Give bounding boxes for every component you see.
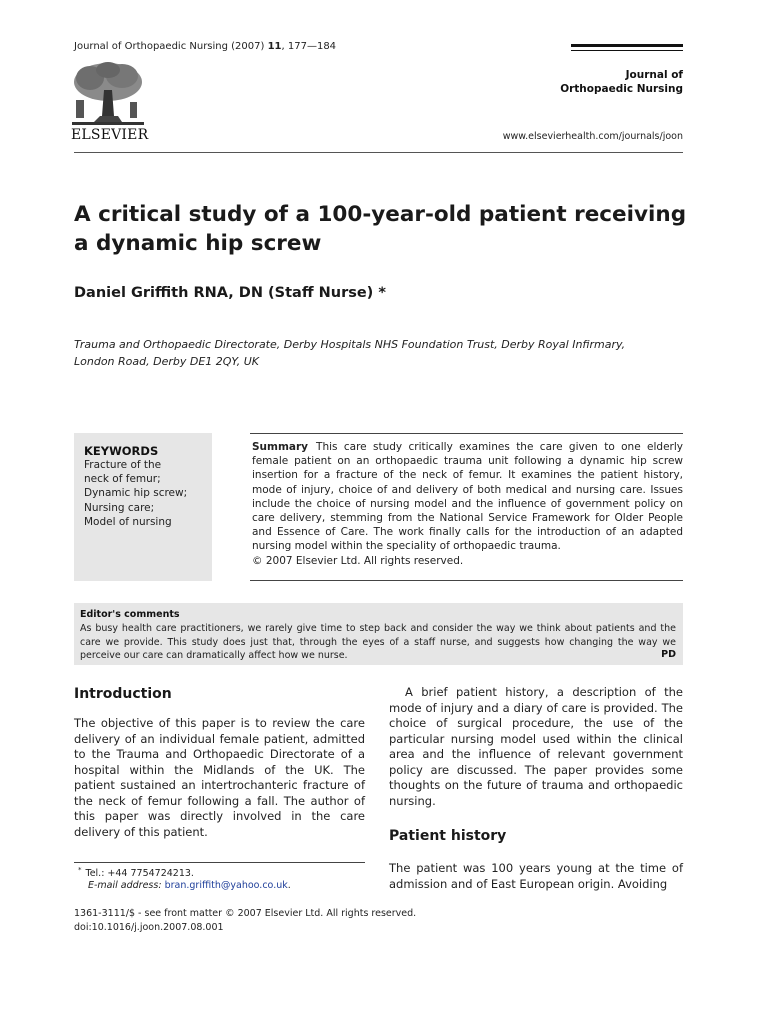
publisher-name: ELSEVIER xyxy=(71,127,149,143)
editor-signature: PD xyxy=(661,649,676,660)
article-title xyxy=(74,200,694,258)
keyword-item: Model of nursing xyxy=(84,515,172,528)
footnote-email-end: . xyxy=(287,880,291,891)
doi[interactable]: doi:10.1016/j.joon.2007.08.001 xyxy=(74,922,224,933)
elsevier-tree-logo xyxy=(70,60,146,126)
footnote-tel xyxy=(78,866,194,879)
keyword-item: Fracture of the xyxy=(84,459,162,471)
editor-comments-text: As busy health care practitioners, we rarely give time to step back and consider the way we think about patients and the care we provide. This study does just that, through the eyes of a staff nurse, and suggests how changing the way we perceive our care can dramatically affect how we nurse. xyxy=(80,623,676,661)
citation-journal: Journal of Orthopaedic Nursing (2007) xyxy=(74,41,268,52)
title-line2: a dynamic hip screw xyxy=(74,231,322,256)
keywords-list xyxy=(84,458,187,529)
affiliation-line2: London Road, Derby DE1 2QY, UK xyxy=(74,355,259,368)
front-matter: 1361-3111/$ - see front matter © 2007 Elsevier Ltd. All rights reserved. xyxy=(74,908,417,919)
header-rule-thin xyxy=(571,50,683,51)
footnote-email-link[interactable]: bran.griffith@yahoo.co.uk xyxy=(164,880,288,891)
journal-url[interactable]: www.elsevierhealth.com/journals/joon xyxy=(502,131,683,142)
keyword-item: Nursing care; xyxy=(84,501,155,514)
footnote-email-label: E-mail address: xyxy=(88,880,162,891)
footnote-tel-text: Tel.: +44 7754724213. xyxy=(85,868,194,880)
journal-name xyxy=(560,68,683,96)
summary-text: This care study critically examines the care given to one elderly female patient on an orthopaedic trauma unit following a dynamic hip screw insertion for a fracture of the neck of femur. It examines the patient history, mode of injury, choice of and delivery of both medical and nursing care. Issues include the choice of nursing model and the influence of government policy on care delivery, stemming from the National Service Framework for Older People and Essence of Care. The work finally calls for the introduction of an adapted nursing model within the speciality of orthopaedic trauma. xyxy=(252,441,683,553)
summary-copyright: © 2007 Elsevier Ltd. All rights reserved. xyxy=(252,554,464,567)
author-name: Daniel Griffith RNA, DN (Staff Nurse) * xyxy=(74,285,386,301)
footnote-rule xyxy=(74,862,365,863)
footnote-email xyxy=(88,880,291,891)
patient-history-heading: Patient history xyxy=(389,828,507,844)
introduction-paragraph: The objective of this paper is to review the care delivery of an individual female patient, admitted to the Trauma and Orthopaedic Directorate of a hospital within the Midlands of the UK. The patient sustained an intertrochanteric fracture of the neck of femur following a fall. The author of this paper was directly involved in the care delivery of this patient. xyxy=(74,716,365,839)
keyword-item: Dynamic hip screw; xyxy=(84,487,188,500)
journal-name-line2: Orthopaedic Nursing xyxy=(560,83,683,95)
keyword-item: neck of femur; xyxy=(84,473,161,486)
author-affiliation xyxy=(74,336,684,370)
introduction-heading: Introduction xyxy=(74,686,172,702)
header-rule-thick xyxy=(571,44,683,47)
title-line1: A critical study of a 100-year-old patient receiving xyxy=(74,202,687,227)
citation-pages: , 177—184 xyxy=(281,41,337,52)
affiliation-line1: Trauma and Orthopaedic Directorate, Derby Hospitals NHS Foundation Trust, Derby Royal Infirmary, xyxy=(74,338,626,351)
summary-block xyxy=(252,440,683,568)
journal-citation xyxy=(74,41,336,52)
summary-label: Summary xyxy=(252,441,309,453)
patient-history-paragraph: The patient was 100 years young at the time of admission and of East European origin. Avoiding xyxy=(389,861,683,891)
footnote-marker: * xyxy=(78,866,82,874)
citation-volume: 11 xyxy=(267,41,282,52)
overview-paragraph: A brief patient history, a description of the mode of injury and a diary of care is provided. The choice of surgical procedure, the use of the particular nursing model used within the clinical area and the influence of relevant government policy are discussed. The paper provides some thoughts on the future of trauma and orthopaedic nursing. xyxy=(389,685,683,808)
header-divider xyxy=(74,152,683,153)
editor-comments-title: Editor's comments xyxy=(80,609,180,620)
keywords-title: KEYWORDS xyxy=(84,444,159,458)
summary-rule-bottom xyxy=(250,580,683,581)
journal-name-line1: Journal of xyxy=(625,69,683,81)
summary-rule-top xyxy=(250,433,683,434)
